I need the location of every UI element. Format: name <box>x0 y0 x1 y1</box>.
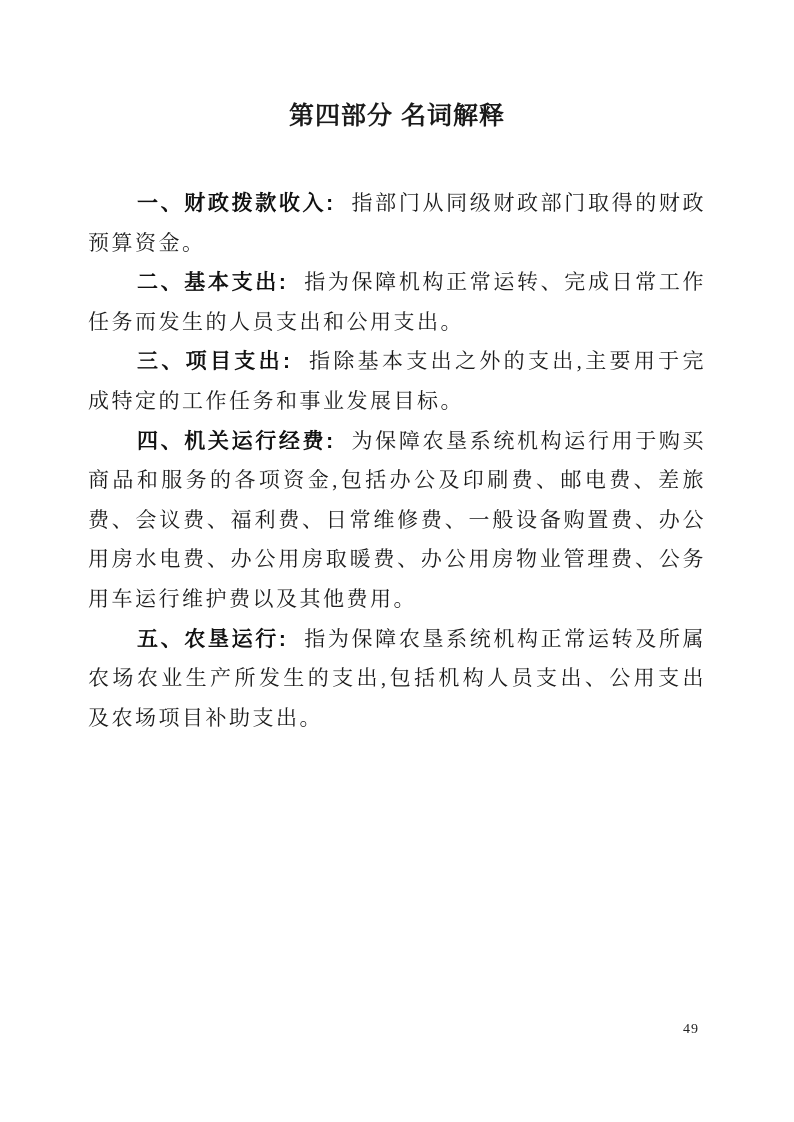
page-title: 第四部分 名词解释 <box>289 102 505 130</box>
definition-text: 指为保障农垦系统机构正常运转及所属农场农业生产所发生的支出,包括机构人员支出、公用支出及农场项目补助支出。 <box>88 626 707 730</box>
definition-term: 四、机关运行经费: <box>137 429 336 453</box>
definition-paragraph-3 <box>88 342 706 421</box>
definition-text: 为保障农垦系统机构运行用于购买商品和服务的各项资金,包括办公及印刷费、邮电费、差旅费、会议费、福利费、日常维修费、一般设备购置费、办公用房水电费、办公用房取暖费、办公用房物业管理费、公务用车运行维护费以及其他费用。 <box>88 428 707 611</box>
definition-text: 指除基本支出之外的支出,主要用于完成特定的工作任务和事业发展目标。 <box>88 349 706 413</box>
definition-term: 五、农垦运行: <box>137 627 289 651</box>
definition-paragraph-5 <box>88 620 706 739</box>
definition-text: 指为保障机构正常运转、完成日常工作任务而发生的人员支出和公用支出。 <box>88 270 707 334</box>
definition-paragraph-1 <box>88 184 706 263</box>
definition-paragraph-4 <box>88 422 706 620</box>
page-number: 49 <box>683 1022 699 1037</box>
definition-term: 三、项目支出: <box>137 350 293 374</box>
definition-term: 二、基本支出: <box>137 271 289 295</box>
definition-text: 指部门从同级财政部门取得的财政预算资金。 <box>88 191 707 255</box>
definition-term: 一、财政拨款收入: <box>137 192 336 215</box>
definitions-section <box>88 184 706 738</box>
definition-paragraph-2 <box>88 263 706 342</box>
